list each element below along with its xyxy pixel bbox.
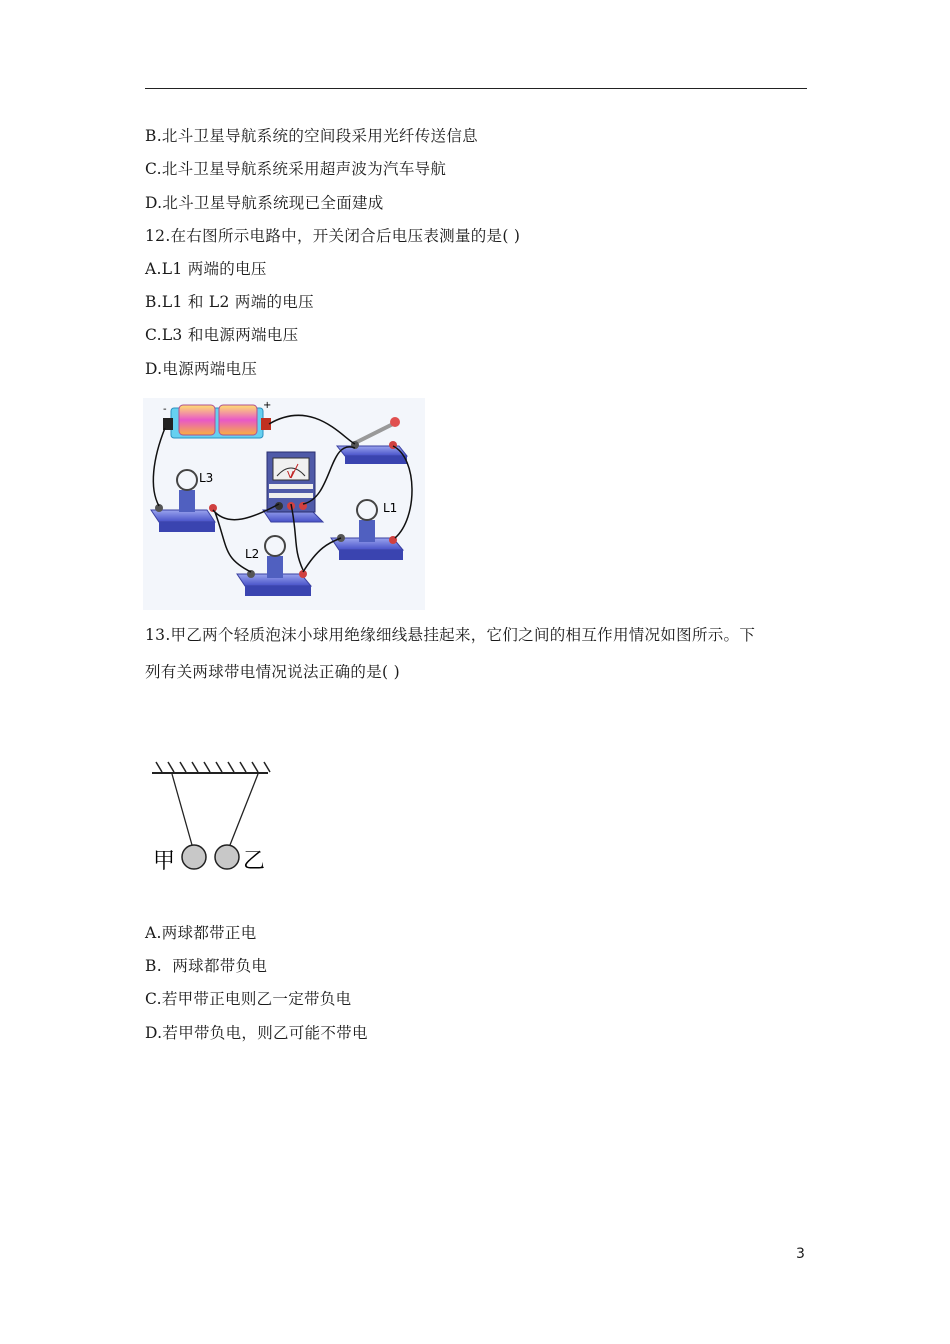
left-ball-label: 甲 [153,849,176,874]
option-13c: C.若甲带正电则乙一定带负电 [145,990,352,1008]
right-thread [230,774,258,845]
option-12d: D.电源两端电压 [145,360,258,378]
option-11d: D.北斗卫星导航系统现已全面建成 [145,194,384,212]
header-rule [145,88,807,89]
battery-plus-label: + [263,400,272,411]
battery-minus-label: - [163,404,167,415]
page-number: 3 [796,1246,805,1262]
option-12b: B.L1 和 L2 两端的电压 [145,293,314,311]
option-12c: C.L3 和电源两端电压 [145,326,299,344]
option-13b: B. 两球都带负电 [145,957,268,975]
lamp-l3-label: L3 [199,471,214,485]
option-13a: A.两球都带正电 [145,924,257,942]
option-11b: B.北斗卫星导航系统的空间段采用光纤传送信息 [145,127,478,145]
option-11c: C.北斗卫星导航系统采用超声波为汽车导航 [145,160,447,178]
pendulum-diagram [148,760,273,882]
lamp-l2-label: L2 [245,547,260,561]
right-ball-label: 乙 [243,849,266,874]
option-13d: D.若甲带负电，则乙可能不带电 [145,1024,368,1042]
circuit-diagram [143,398,425,610]
voltmeter-label: V [287,470,294,481]
question-12-stem: 12.在右图所示电路中，开关闭合后电压表测量的是( ) [145,227,521,245]
right-ball [215,845,239,869]
question-13-stem-line2: 列有关两球带电情况说法正确的是( ) [145,663,400,681]
option-12a: A.L1 两端的电压 [145,260,267,278]
left-ball [182,845,206,869]
left-thread [172,774,192,845]
question-13-stem-line1: 13.甲乙两个轻质泡沫小球用绝缘细线悬挂起来，它们之间的相互作用情况如图所示。下 [145,626,756,644]
lamp-l1-label: L1 [383,501,398,515]
